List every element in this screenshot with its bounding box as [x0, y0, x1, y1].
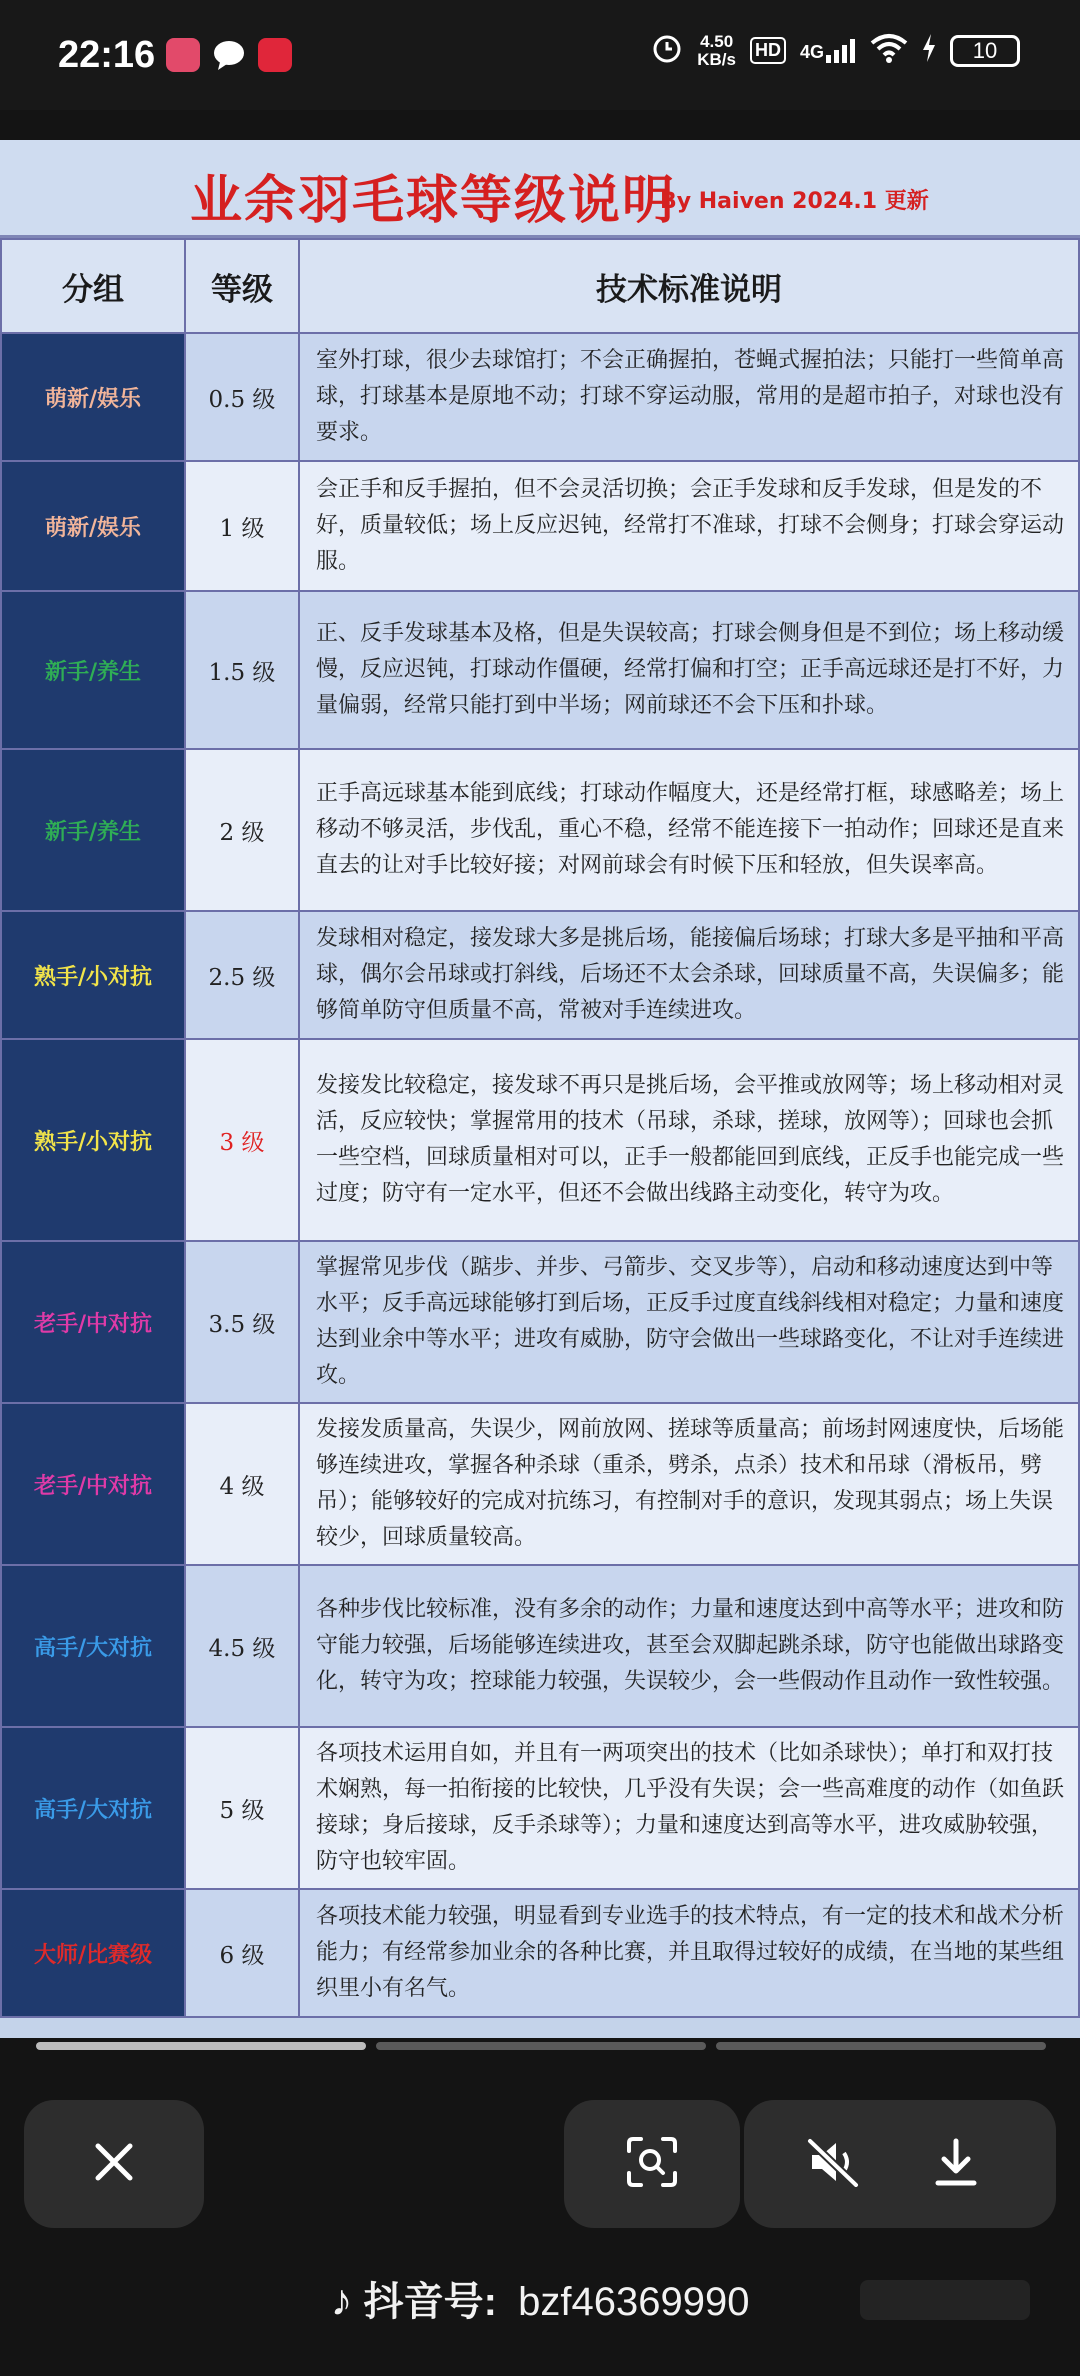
table-row [1, 1039, 1079, 1241]
douyin-label: 抖音号: [363, 2280, 497, 2324]
doc-byline: By Haiven 2024.1 更新 [660, 189, 929, 214]
description-cell: 正、反手发球基本及格，但是失误较高；打球会侧身但是不到位；场上移动缓慢，反应迟钝，打球动作僵硬，经常打偏和打空；正手高远球还是打不好，力量偏弱，经常只能打到中半场；网前球还不会下压和扑球。 [299, 591, 1079, 749]
table-row [1, 461, 1079, 591]
description-cell: 各种步伐比较标准，没有多余的动作；力量和速度达到中高等水平；进攻和防守能力较强，后场能够连续进攻，甚至会双脚起跳杀球，防守也能做出球路变化，转守为攻；控球能力较强，失误较少，会一些假动作且动作一致性较强。 [299, 1565, 1079, 1727]
grade-table [0, 238, 1080, 2018]
level-cell: 6 级 [185, 1889, 299, 2017]
table-row [1, 591, 1079, 749]
carousel-indicator-3 [716, 2042, 1046, 2050]
status-bar [0, 0, 1080, 110]
wifi-icon [870, 33, 908, 68]
level-cell: 2.5 级 [185, 911, 299, 1039]
table-row [1, 1727, 1079, 1889]
level-cell: 3.5 级 [185, 1241, 299, 1403]
header-group: 分组 [1, 239, 185, 333]
level-cell: 1 级 [185, 461, 299, 591]
level-cell: 4.5 级 [185, 1565, 299, 1727]
level-cell: 4 级 [185, 1403, 299, 1565]
table-row [1, 1889, 1079, 2017]
status-right [651, 32, 1020, 69]
header-desc: 技术标准说明 [299, 239, 1079, 333]
charging-icon [922, 34, 936, 67]
volume-mute-icon [806, 2137, 862, 2191]
table-header-row [1, 239, 1079, 333]
group-cell: 新手/养生 [1, 749, 185, 911]
network-speed-value: 4.50 [700, 31, 734, 51]
description-cell: 发接发比较稳定，接发球不再只是挑后场，会平推或放网等；场上移动相对灵活，反应较快；掌握常用的技术（吊球，杀球，搓球，放网等）；回球也会抓一些空档，回球质量相对可以，正手一般都能回到底线，正反手也能完成一些过度；防守有一定水平，但还不会做出线路主动变化，转守为攻。 [299, 1039, 1079, 1241]
alarm-icon [651, 32, 683, 69]
description-cell: 正手高远球基本能到底线；打球动作幅度大，还是经常打框，球感略差；场上移动不够灵活，步伐乱，重心不稳，经常不能连接下一拍动作；回球还是直来直去的让对手比较好接；对网前球会有时候下压和轻放，但失误率高。 [299, 749, 1079, 911]
close-icon [92, 2140, 136, 2188]
download-icon[interactable] [932, 2137, 980, 2191]
scan-text-icon [625, 2135, 679, 2193]
group-cell: 新手/养生 [1, 591, 185, 749]
group-cell: 老手/中对抗 [1, 1241, 185, 1403]
group-cell: 高手/大对抗 [1, 1727, 185, 1889]
carousel-indicator-2 [376, 2042, 706, 2050]
message-notification-icon [212, 38, 246, 72]
hd-badge: HD [750, 37, 786, 64]
doc-title: 业余羽毛球等级说明 [190, 170, 677, 231]
table-row [1, 1565, 1079, 1727]
description-cell: 各项技术运用自如，并且有一两项突出的技术（比如杀球快）；单打和双打技术娴熟，每一拍衔接的比较快，几乎没有失误；会一些高难度的动作（如鱼跃接球；身后接球，反手杀球等）；力量和速度达到高等水平，进攻威胁较强，防守也较牢固。 [299, 1727, 1079, 1889]
table-row [1, 1403, 1079, 1565]
level-cell: 1.5 级 [185, 591, 299, 749]
watermark [860, 2280, 1030, 2320]
douyin-logo-icon: ♪ [330, 2276, 353, 2325]
group-cell: 熟手/小对抗 [1, 1039, 185, 1241]
group-cell: 老手/中对抗 [1, 1403, 185, 1565]
signal-icon [800, 39, 856, 63]
group-cell: 萌新/娱乐 [1, 333, 185, 461]
carousel-indicator-1 [36, 2042, 366, 2050]
description-cell: 各项技术能力较强，明显看到专业选手的技术特点，有一定的技术和战术分析能力；有经常参加业余的各种比赛，并且取得过较好的成绩，在当地的某些组织里小有名气。 [299, 1889, 1079, 2017]
app-notification-icon [166, 38, 200, 72]
description-cell: 发球相对稳定，接发球大多是挑后场，能接偏后场球；打球大多是平抽和平高球，偶尔会吊球或打斜线，后场还不太会杀球，回球质量不高，失误偏多；能够简单防守但质量不高，常被对手连续进攻。 [299, 911, 1079, 1039]
doc-title-banner [0, 140, 1080, 238]
network-speed [697, 33, 736, 69]
group-cell: 大师/比赛级 [1, 1889, 185, 2017]
battery-indicator: 10 [950, 35, 1020, 67]
table-row [1, 749, 1079, 911]
group-cell: 高手/大对抗 [1, 1565, 185, 1727]
description-cell: 室外打球，很少去球馆打；不会正确握拍，苍蝇式握拍法；只能打一些简单高球，打球基本是原地不动；打球不穿运动服，常用的是超市拍子，对球也没有要求。 [299, 333, 1079, 461]
group-cell: 熟手/小对抗 [1, 911, 185, 1039]
status-time: 22:16 [58, 34, 156, 76]
description-cell: 会正手和反手握拍，但不会灵活切换；会正手发球和反手发球，但是发的不好，质量较低；场上反应迟钝，经常打不准球，打球不会侧身；打球会穿运动服。 [299, 461, 1079, 591]
level-cell: 2 级 [185, 749, 299, 911]
level-cell: 0.5 级 [185, 333, 299, 461]
level-cell: 5 级 [185, 1727, 299, 1889]
description-cell: 掌握常见步伐（踮步、并步、弓箭步、交叉步等），启动和移动速度达到中等水平；反手高远球能够打到后场，正反手过度直线斜线相对稳定；力量和速度达到业余中等水平；进攻有威胁，防守会做出一些球路变化，不让对手连续进攻。 [299, 1241, 1079, 1403]
header-level: 等级 [185, 239, 299, 333]
table-row [1, 1241, 1079, 1403]
network-type: 4G [799, 41, 824, 62]
scan-text-button[interactable] [564, 2100, 740, 2228]
close-button[interactable] [24, 2100, 204, 2228]
table-row [1, 333, 1079, 461]
description-cell: 发接发质量高，失误少，网前放网、搓球等质量高；前场封网速度快，后场能够连续进攻，掌握各种杀球（重杀，劈杀，点杀）技术和吊球（滑板吊，劈吊）；能够较好的完成对抗练习，有控制对手的意识，发现其弱点；场上失误较少，回球质量较高。 [299, 1403, 1079, 1565]
mute-button[interactable] [744, 2100, 1056, 2228]
level-cell: 3 级 [185, 1039, 299, 1241]
network-speed-unit: KB/s [697, 49, 736, 69]
douyin-account: bzf46369990 [518, 2280, 750, 2324]
shop-notification-icon [258, 38, 292, 72]
table-row [1, 911, 1079, 1039]
group-cell: 萌新/娱乐 [1, 461, 185, 591]
image-viewer[interactable] [0, 140, 1080, 2038]
